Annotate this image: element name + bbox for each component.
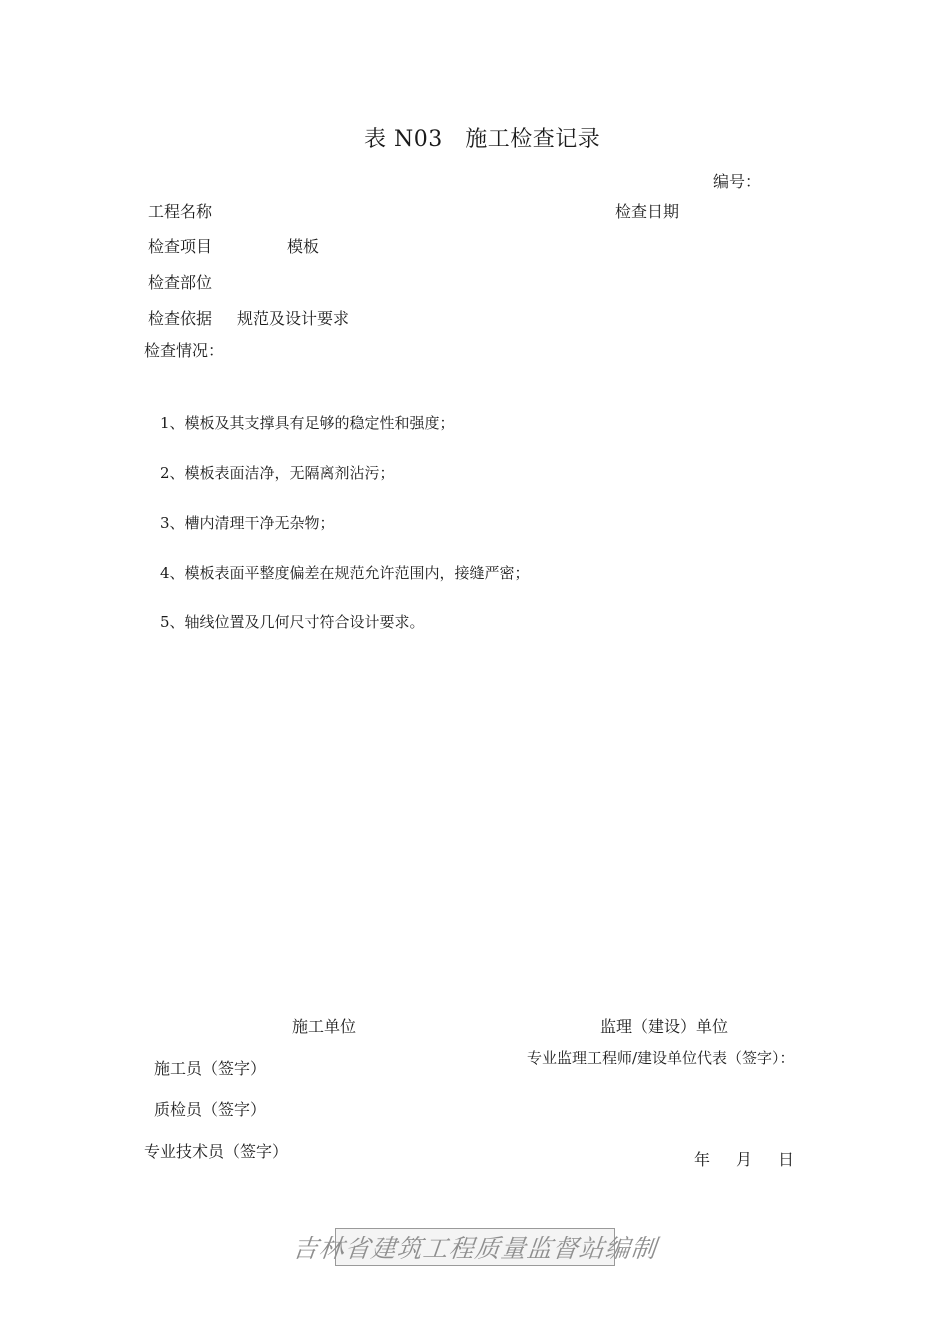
inspection-item-label: 检查项目 xyxy=(148,237,213,256)
quality-inspector-signature-label: 质检员（签字） xyxy=(154,1100,267,1119)
inspection-item-3: 3、槽内清理干净无杂物； xyxy=(160,514,335,532)
inspection-item-2: 2、模板表面洁净，无隔离剂沾污； xyxy=(160,464,395,482)
inspection-basis-value: 规范及设计要求 xyxy=(237,309,350,328)
watermark-stamp xyxy=(291,1228,659,1266)
inspection-basis-label: 检查依据 xyxy=(148,309,213,328)
inspection-item-4: 4、模板表面平整度偏差在规范允许范围内，接缝严密； xyxy=(160,564,530,582)
inspection-date-label: 检查日期 xyxy=(615,202,680,221)
date-day-label: 日 xyxy=(778,1150,795,1169)
inspection-item-1: 1、模板及其支撑具有足够的稳定性和强度； xyxy=(160,414,455,432)
date-month-label: 月 xyxy=(736,1150,753,1169)
supervision-unit-heading: 监理（建设）单位 xyxy=(600,1017,729,1036)
construction-unit-heading: 施工单位 xyxy=(292,1017,357,1036)
serial-number-label: 编号： xyxy=(713,172,762,191)
date-year-label: 年 xyxy=(694,1150,711,1169)
inspection-item-value: 模板 xyxy=(287,237,320,256)
inspection-situation-label: 检查情况： xyxy=(144,341,225,360)
supervisor-signature-label: 专业监理工程师/建设单位代表（签字）： xyxy=(527,1049,795,1067)
document-title: 表 N03 施工检查记录 xyxy=(364,127,601,152)
inspection-location-label: 检查部位 xyxy=(148,273,213,292)
technician-signature-label: 专业技术员（签字） xyxy=(144,1142,289,1161)
watermark-text: 吉林省建筑工程质量监督站编制 xyxy=(291,1234,659,1263)
constructor-signature-label: 施工员（签字） xyxy=(154,1059,267,1078)
project-name-label: 工程名称 xyxy=(148,202,213,221)
inspection-item-5: 5、轴线位置及几何尺寸符合设计要求。 xyxy=(160,613,425,631)
